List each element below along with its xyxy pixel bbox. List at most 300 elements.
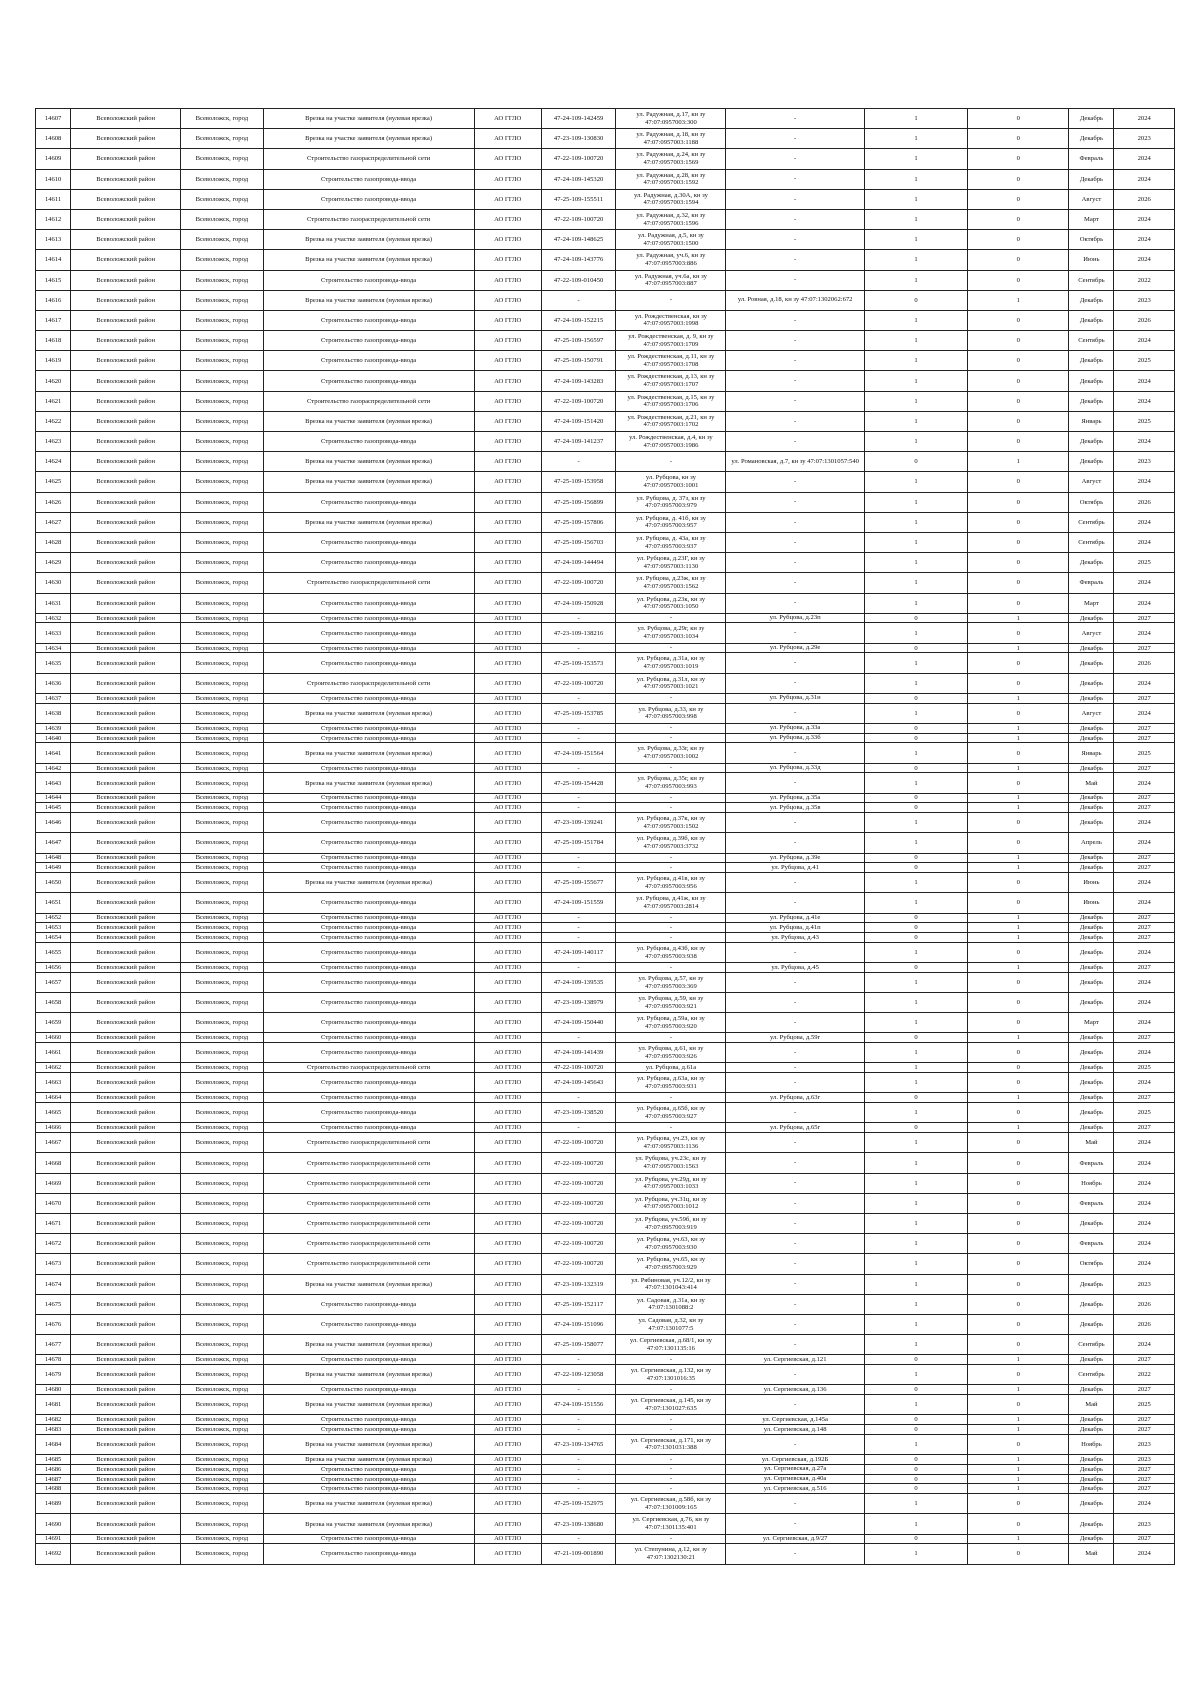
cell-year: 2027: [1114, 1484, 1175, 1494]
cell-connected-count: 1: [864, 250, 967, 270]
cell-year: 2024: [1114, 1213, 1175, 1233]
table-row: [36, 733, 1175, 743]
cell-organization: АО ГГЛО: [474, 1464, 541, 1474]
cell-row-number: 14646: [36, 813, 71, 833]
cell-address-with-connection: ул. Сергиевская, д.132, кн зу 47:07:1301016:35: [616, 1365, 726, 1385]
cell-address-with-connection: ул. Радужная, д.32, кн зу 47:07:0957003:1596: [616, 209, 726, 229]
cell-address-with-connection: ул. Радужная, д.24, кн зу 47:07:0957003:1569: [616, 149, 726, 169]
table-row: [36, 853, 1175, 863]
cell-connected-count: 1: [864, 270, 967, 290]
cell-address-with-connection: ул. Степунина, д.12, кн зу 47:07:1302130:21: [616, 1544, 726, 1564]
cell-address-without-connection: -: [726, 873, 865, 893]
cell-district: Всеволожский район: [71, 1385, 181, 1395]
cell-application-number: -: [541, 1355, 616, 1365]
cell-pending-count: 1: [968, 1123, 1069, 1133]
cell-address-with-connection: -: [616, 1093, 726, 1103]
cell-settlement: Всеволожск, город: [181, 1043, 263, 1063]
cell-district: Всеволожский район: [71, 1213, 181, 1233]
cell-pending-count: 0: [968, 593, 1069, 613]
cell-year: 2024: [1114, 331, 1175, 351]
cell-connected-count: 0: [864, 1534, 967, 1544]
cell-month: Декабрь: [1069, 913, 1114, 923]
cell-row-number: 14649: [36, 863, 71, 873]
cell-month: Март: [1069, 209, 1114, 229]
cell-organization: АО ГГЛО: [474, 472, 541, 492]
cell-year: 2026: [1114, 1294, 1175, 1314]
cell-row-number: 14613: [36, 230, 71, 250]
cell-pending-count: 1: [968, 643, 1069, 653]
cell-address-without-connection: -: [726, 351, 865, 371]
cell-district: Всеволожский район: [71, 1335, 181, 1355]
table-row: [36, 1314, 1175, 1334]
cell-address-without-connection: ул. Рубцова, д.29е: [726, 643, 865, 653]
cell-address-without-connection: -: [726, 813, 865, 833]
cell-address-with-connection: ул. Рубцова, д.33, кн зу 47:07:0957003:998: [616, 703, 726, 723]
cell-application-number: 47-24-109-151420: [541, 411, 616, 431]
cell-district: Всеволожский район: [71, 1425, 181, 1435]
cell-connected-count: 0: [864, 1385, 967, 1395]
cell-address-with-connection: ул. Садовая, д.32, кн зу 47:07:1301077:5: [616, 1314, 726, 1334]
cell-row-number: 14662: [36, 1063, 71, 1073]
cell-application-number: 47-24-109-142459: [541, 109, 616, 129]
cell-month: Декабрь: [1069, 109, 1114, 129]
cell-address-with-connection: -: [616, 923, 726, 933]
cell-application-number: 47-23-109-132319: [541, 1274, 616, 1294]
table-row: [36, 1234, 1175, 1254]
cell-settlement: Всеволожск, город: [181, 1355, 263, 1365]
cell-pending-count: 1: [968, 763, 1069, 773]
cell-row-number: 14643: [36, 773, 71, 793]
cell-row-number: 14616: [36, 290, 71, 310]
cell-connected-count: 1: [864, 310, 967, 330]
cell-pending-count: 0: [968, 833, 1069, 853]
cell-settlement: Всеволожск, город: [181, 1395, 263, 1415]
cell-address-with-connection: -: [616, 1385, 726, 1395]
cell-year: 2024: [1114, 1234, 1175, 1254]
cell-connected-count: 0: [864, 1455, 967, 1465]
cell-address-without-connection: -: [726, 893, 865, 913]
table-row: [36, 723, 1175, 733]
cell-district: Всеволожский район: [71, 149, 181, 169]
cell-month: Декабрь: [1069, 942, 1114, 962]
cell-address-without-connection: ул. Сергиевская, д.121: [726, 1355, 865, 1365]
cell-address-without-connection: -: [726, 1063, 865, 1073]
cell-connected-count: 0: [864, 290, 967, 310]
cell-pending-count: 0: [968, 1063, 1069, 1073]
cell-year: 2025: [1114, 1103, 1175, 1123]
cell-address-without-connection: ул. Рубцова, д.41е: [726, 913, 865, 923]
cell-year: 2027: [1114, 793, 1175, 803]
cell-settlement: Всеволожск, город: [181, 149, 263, 169]
cell-settlement: Всеволожск, город: [181, 793, 263, 803]
cell-district: Всеволожский район: [71, 109, 181, 129]
cell-row-number: 14666: [36, 1123, 71, 1133]
cell-work-type: Строительство газопровода-ввода: [263, 653, 474, 673]
cell-application-number: 47-24-109-152215: [541, 310, 616, 330]
cell-month: Декабрь: [1069, 933, 1114, 943]
cell-settlement: Всеволожск, город: [181, 492, 263, 512]
cell-connected-count: 1: [864, 1494, 967, 1514]
cell-district: Всеволожский район: [71, 1455, 181, 1465]
cell-district: Всеволожский район: [71, 1193, 181, 1213]
cell-address-with-connection: ул. Радужная, уч.6, кн зу 47:07:0957003:886: [616, 250, 726, 270]
table-row: [36, 432, 1175, 452]
cell-application-number: -: [541, 723, 616, 733]
cell-connected-count: 1: [864, 472, 967, 492]
cell-address-without-connection: -: [726, 1494, 865, 1514]
table-row: [36, 613, 1175, 623]
table-row: [36, 1455, 1175, 1465]
cell-address-with-connection: ул. Рубцова, кн зу 47:07:0957003:1001: [616, 472, 726, 492]
cell-address-without-connection: ул. Рубцова, д.43: [726, 933, 865, 943]
table-row: [36, 1103, 1175, 1123]
cell-connected-count: 1: [864, 1544, 967, 1564]
cell-address-with-connection: -: [616, 1425, 726, 1435]
cell-district: Всеволожский район: [71, 209, 181, 229]
cell-address-without-connection: -: [726, 673, 865, 693]
cell-application-number: 47-24-109-139535: [541, 972, 616, 992]
cell-district: Всеволожский район: [71, 593, 181, 613]
cell-work-type: Строительство газопровода-ввода: [263, 189, 474, 209]
cell-row-number: 14631: [36, 593, 71, 613]
cell-pending-count: 1: [968, 452, 1069, 472]
table-row: [36, 1073, 1175, 1093]
cell-work-type: Строительство газопровода-ввода: [263, 993, 474, 1013]
cell-year: 2027: [1114, 1464, 1175, 1474]
cell-month: Декабрь: [1069, 813, 1114, 833]
cell-pending-count: 0: [968, 1274, 1069, 1294]
cell-settlement: Всеволожск, город: [181, 853, 263, 863]
cell-organization: АО ГГЛО: [474, 573, 541, 593]
cell-year: 2027: [1114, 1415, 1175, 1425]
cell-organization: АО ГГЛО: [474, 432, 541, 452]
table-row: [36, 1365, 1175, 1385]
cell-organization: АО ГГЛО: [474, 1365, 541, 1385]
cell-settlement: Всеволожск, город: [181, 452, 263, 472]
cell-pending-count: 0: [968, 230, 1069, 250]
cell-address-with-connection: ул. Рубцова, уч.59б, кн зу 47:07:0957003:919: [616, 1213, 726, 1233]
cell-connected-count: 1: [864, 1103, 967, 1123]
cell-organization: АО ГГЛО: [474, 1335, 541, 1355]
cell-month: Декабрь: [1069, 391, 1114, 411]
cell-connected-count: 0: [864, 733, 967, 743]
cell-organization: АО ГГЛО: [474, 1544, 541, 1564]
cell-month: Декабрь: [1069, 733, 1114, 743]
cell-pending-count: 0: [968, 1133, 1069, 1153]
cell-application-number: 47-23-109-138979: [541, 993, 616, 1013]
cell-connected-count: 0: [864, 1474, 967, 1484]
table-row: [36, 149, 1175, 169]
cell-month: Декабрь: [1069, 452, 1114, 472]
cell-district: Всеволожский район: [71, 963, 181, 973]
cell-address-with-connection: ул. Рождественская, д. 9, кн зу 47:07:0957003:1709: [616, 331, 726, 351]
cell-address-without-connection: -: [726, 270, 865, 290]
table-row: [36, 873, 1175, 893]
table-row: [36, 803, 1175, 813]
cell-application-number: -: [541, 1033, 616, 1043]
cell-address-without-connection: ул. Рубцова, д.35а: [726, 793, 865, 803]
cell-month: Декабрь: [1069, 1033, 1114, 1043]
table-row: [36, 573, 1175, 593]
cell-connected-count: 0: [864, 863, 967, 873]
cell-application-number: 47-23-109-130830: [541, 129, 616, 149]
cell-month: Февраль: [1069, 1193, 1114, 1213]
cell-district: Всеволожский район: [71, 853, 181, 863]
table-row: [36, 1213, 1175, 1233]
cell-settlement: Всеволожск, город: [181, 1213, 263, 1233]
cell-address-with-connection: ул. Рубцова, д.35г, кн зу 47:07:0957003:993: [616, 773, 726, 793]
cell-organization: АО ГГЛО: [474, 209, 541, 229]
cell-address-without-connection: -: [726, 230, 865, 250]
cell-address-with-connection: ул. Рубцова, д.23ж, кн зу 47:07:0957003:1562: [616, 573, 726, 593]
cell-pending-count: 0: [968, 1434, 1069, 1454]
cell-settlement: Всеволожск, город: [181, 972, 263, 992]
cell-district: Всеволожский район: [71, 643, 181, 653]
cell-application-number: 47-25-109-153958: [541, 472, 616, 492]
cell-work-type: Врезка на участке заявителя (нулевая врезка): [263, 250, 474, 270]
cell-connected-count: 0: [864, 803, 967, 813]
cell-work-type: Строительство газопровода-ввода: [263, 331, 474, 351]
cell-row-number: 14681: [36, 1395, 71, 1415]
cell-pending-count: 1: [968, 1415, 1069, 1425]
cell-address-with-connection: -: [616, 1123, 726, 1133]
cell-application-number: -: [541, 913, 616, 923]
cell-year: 2024: [1114, 532, 1175, 552]
cell-month: Декабрь: [1069, 1534, 1114, 1544]
cell-connected-count: 1: [864, 993, 967, 1013]
cell-pending-count: 0: [968, 270, 1069, 290]
cell-district: Всеволожский район: [71, 1365, 181, 1385]
cell-work-type: Строительство газораспределительной сети: [263, 1153, 474, 1173]
cell-address-without-connection: -: [726, 623, 865, 643]
cell-month: Июнь: [1069, 873, 1114, 893]
cell-connected-count: 0: [864, 1415, 967, 1425]
cell-application-number: 47-24-109-143283: [541, 371, 616, 391]
cell-address-without-connection: -: [726, 371, 865, 391]
cell-year: 2024: [1114, 623, 1175, 643]
cell-pending-count: 0: [968, 573, 1069, 593]
cell-organization: АО ГГЛО: [474, 1093, 541, 1103]
cell-district: Всеволожский район: [71, 863, 181, 873]
cell-pending-count: 0: [968, 310, 1069, 330]
cell-work-type: Строительство газопровода-ввода: [263, 1415, 474, 1425]
cell-connected-count: 1: [864, 109, 967, 129]
cell-row-number: 14648: [36, 853, 71, 863]
cell-connected-count: 1: [864, 1073, 967, 1093]
cell-row-number: 14670: [36, 1193, 71, 1213]
cell-pending-count: 0: [968, 703, 1069, 723]
table-row: [36, 1294, 1175, 1314]
cell-application-number: 47-25-109-153573: [541, 653, 616, 673]
cell-row-number: 14645: [36, 803, 71, 813]
cell-work-type: Строительство газопровода-ввода: [263, 1033, 474, 1043]
cell-address-with-connection: ул. Рубцова, д.41в, кн зу 47:07:0957003:956: [616, 873, 726, 893]
cell-row-number: 14683: [36, 1425, 71, 1435]
cell-row-number: 14679: [36, 1365, 71, 1385]
cell-month: Декабрь: [1069, 290, 1114, 310]
cell-organization: АО ГГЛО: [474, 149, 541, 169]
cell-application-number: 47-24-109-143776: [541, 250, 616, 270]
cell-organization: АО ГГЛО: [474, 1455, 541, 1465]
cell-application-number: -: [541, 793, 616, 803]
cell-month: Ноябрь: [1069, 1173, 1114, 1193]
cell-pending-count: 1: [968, 933, 1069, 943]
cell-connected-count: 0: [864, 763, 967, 773]
cell-organization: АО ГГЛО: [474, 933, 541, 943]
cell-connected-count: 1: [864, 432, 967, 452]
cell-work-type: Строительство газопровода-ввода: [263, 1464, 474, 1474]
cell-settlement: Всеволожск, город: [181, 623, 263, 643]
cell-organization: АО ГГЛО: [474, 411, 541, 431]
cell-address-with-connection: ул. Рубцова, д.23Г, кн зу 47:07:0957003:1130: [616, 553, 726, 573]
cell-work-type: Строительство газопровода-ввода: [263, 492, 474, 512]
cell-pending-count: 0: [968, 1173, 1069, 1193]
cell-district: Всеволожский район: [71, 1274, 181, 1294]
table-row: [36, 129, 1175, 149]
cell-district: Всеволожский район: [71, 723, 181, 733]
cell-application-number: 47-22-109-010450: [541, 270, 616, 290]
cell-settlement: Всеволожск, город: [181, 993, 263, 1013]
cell-connected-count: 1: [864, 371, 967, 391]
cell-pending-count: 0: [968, 873, 1069, 893]
cell-organization: АО ГГЛО: [474, 1534, 541, 1544]
cell-month: Сентябрь: [1069, 532, 1114, 552]
cell-pending-count: 0: [968, 1073, 1069, 1093]
cell-connected-count: 1: [864, 1274, 967, 1294]
cell-application-number: -: [541, 1455, 616, 1465]
cell-settlement: Всеволожск, город: [181, 553, 263, 573]
cell-work-type: Строительство газопровода-ввода: [263, 1294, 474, 1314]
cell-address-with-connection: ул. Рождественская, д.4, кн зу 47:07:0957003:1986: [616, 432, 726, 452]
cell-application-number: 47-23-109-138520: [541, 1103, 616, 1123]
cell-year: 2025: [1114, 1395, 1175, 1415]
cell-row-number: 14617: [36, 310, 71, 330]
cell-district: Всеволожский район: [71, 793, 181, 803]
cell-settlement: Всеволожск, город: [181, 230, 263, 250]
cell-year: 2027: [1114, 1425, 1175, 1435]
cell-address-without-connection: -: [726, 331, 865, 351]
cell-settlement: Всеволожск, город: [181, 1193, 263, 1213]
table-row: [36, 169, 1175, 189]
cell-work-type: Строительство газопровода-ввода: [263, 863, 474, 873]
cell-connected-count: 0: [864, 643, 967, 653]
cell-organization: АО ГГЛО: [474, 1415, 541, 1425]
cell-application-number: 47-22-109-100720: [541, 1133, 616, 1153]
cell-settlement: Всеволожск, город: [181, 1365, 263, 1385]
cell-district: Всеволожский район: [71, 1494, 181, 1514]
cell-row-number: 14630: [36, 573, 71, 593]
cell-application-number: 47-24-109-151564: [541, 743, 616, 763]
cell-pending-count: 0: [968, 1193, 1069, 1213]
table-row: [36, 1123, 1175, 1133]
cell-settlement: Всеволожск, город: [181, 733, 263, 743]
cell-year: 2024: [1114, 1193, 1175, 1213]
cell-address-without-connection: -: [726, 1365, 865, 1385]
cell-organization: АО ГГЛО: [474, 310, 541, 330]
cell-address-with-connection: ул. Рубцова, д.41ж, кн зу 47:07:0957003:2814: [616, 893, 726, 913]
cell-work-type: Строительство газопровода-ввода: [263, 532, 474, 552]
cell-year: 2025: [1114, 553, 1175, 573]
cell-work-type: Строительство газопровода-ввода: [263, 1484, 474, 1494]
cell-organization: АО ГГЛО: [474, 1434, 541, 1454]
cell-pending-count: 1: [968, 1425, 1069, 1435]
cell-address-without-connection: ул. Рубцова, д.33б: [726, 733, 865, 743]
cell-row-number: 14647: [36, 833, 71, 853]
cell-address-with-connection: -: [616, 933, 726, 943]
cell-address-without-connection: -: [726, 1153, 865, 1173]
cell-year: 2024: [1114, 1335, 1175, 1355]
cell-year: 2024: [1114, 209, 1175, 229]
table-row: [36, 693, 1175, 703]
cell-district: Всеволожский район: [71, 129, 181, 149]
cell-organization: АО ГГЛО: [474, 169, 541, 189]
cell-application-number: -: [541, 1415, 616, 1425]
table-row: [36, 963, 1175, 973]
cell-application-number: -: [541, 853, 616, 863]
cell-month: Сентябрь: [1069, 512, 1114, 532]
cell-organization: АО ГГЛО: [474, 270, 541, 290]
cell-work-type: Строительство газораспределительной сети: [263, 673, 474, 693]
cell-row-number: 14642: [36, 763, 71, 773]
cell-row-number: 14660: [36, 1033, 71, 1043]
cell-application-number: 47-22-109-100720: [541, 573, 616, 593]
cell-row-number: 14627: [36, 512, 71, 532]
cell-district: Всеволожский район: [71, 452, 181, 472]
cell-month: Сентябрь: [1069, 1365, 1114, 1385]
table-row: [36, 1274, 1175, 1294]
cell-settlement: Всеволожск, город: [181, 703, 263, 723]
cell-connected-count: 1: [864, 532, 967, 552]
cell-connected-count: 1: [864, 1335, 967, 1355]
cell-row-number: 14607: [36, 109, 71, 129]
cell-connected-count: 0: [864, 723, 967, 733]
cell-work-type: Строительство газораспределительной сети: [263, 149, 474, 169]
cell-address-without-connection: -: [726, 773, 865, 793]
cell-application-number: 47-24-109-148625: [541, 230, 616, 250]
cell-row-number: 14677: [36, 1335, 71, 1355]
cell-pending-count: 0: [968, 1213, 1069, 1233]
cell-pending-count: 0: [968, 512, 1069, 532]
cell-organization: АО ГГЛО: [474, 1043, 541, 1063]
cell-row-number: 14629: [36, 553, 71, 573]
cell-work-type: Строительство газораспределительной сети: [263, 1234, 474, 1254]
cell-address-with-connection: ул. Рубцова, д.61а: [616, 1063, 726, 1073]
cell-district: Всеволожский район: [71, 169, 181, 189]
cell-address-with-connection: -: [616, 613, 726, 623]
cell-address-with-connection: ул. Рубцова, уч.23, кн зу 47:07:0957003:1136: [616, 1133, 726, 1153]
cell-connected-count: 1: [864, 573, 967, 593]
cell-organization: АО ГГЛО: [474, 1474, 541, 1484]
table-row: [36, 1534, 1175, 1544]
cell-settlement: Всеволожск, город: [181, 169, 263, 189]
cell-month: Декабрь: [1069, 643, 1114, 653]
table-row: [36, 942, 1175, 962]
cell-work-type: Врезка на участке заявителя (нулевая врезка): [263, 1494, 474, 1514]
cell-application-number: 47-24-109-151556: [541, 1395, 616, 1415]
cell-month: Декабрь: [1069, 723, 1114, 733]
cell-connected-count: 1: [864, 149, 967, 169]
cell-address-with-connection: ул. Рождественская, д.15, кн зу 47:07:0957003:1706: [616, 391, 726, 411]
cell-connected-count: 0: [864, 1355, 967, 1365]
cell-settlement: Всеволожск, город: [181, 411, 263, 431]
cell-address-with-connection: ул. Сергиевская, д.171, кн зу 47:07:1301031:388: [616, 1434, 726, 1454]
cell-connected-count: 1: [864, 1043, 967, 1063]
cell-work-type: Строительство газопровода-ввода: [263, 972, 474, 992]
table-row: [36, 411, 1175, 431]
cell-connected-count: 1: [864, 230, 967, 250]
cell-application-number: 47-25-109-152117: [541, 1294, 616, 1314]
cell-connected-count: 0: [864, 793, 967, 803]
